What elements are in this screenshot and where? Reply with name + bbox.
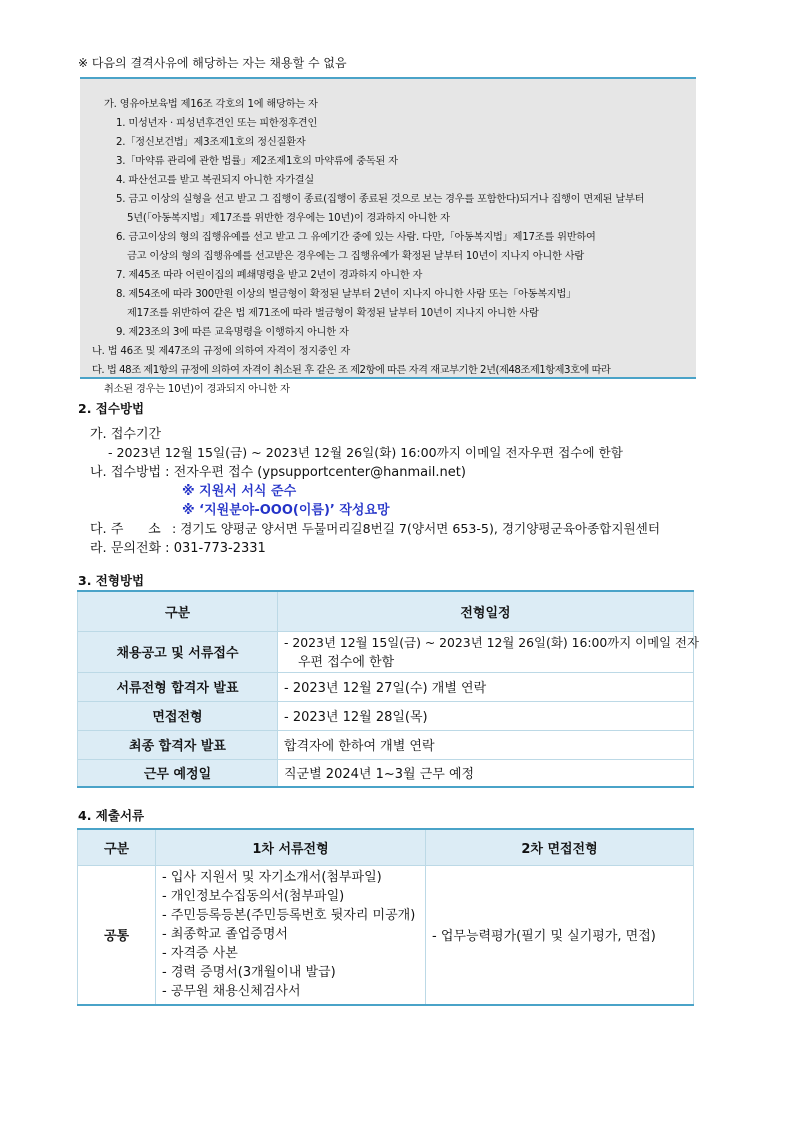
disqualification-line: 나. 법 46조 및 제47조의 규정에 의하여 자격이 정지중인 자: [92, 346, 350, 357]
document-item: - 개인정보수집동의서(첨부파일): [162, 889, 345, 905]
period-label: 가. 접수기간: [90, 427, 162, 442]
document-list: [162, 868, 419, 1001]
disqualification-line: 7. 제45조 따라 어린이집의 폐쇄명령을 받고 2년이 경과하지 아니한 자: [116, 270, 423, 281]
disqualification-line: 제17조를 위반하여 같은 법 제71조에 따라 벌금형이 확정된 날부터 10년이 지나지 아니한 사람: [127, 308, 539, 319]
row-label: 면접전형: [78, 701, 278, 730]
row-value: - 2023년 12월 27일(수) 개별 연락: [278, 672, 694, 701]
disqualification-line: 5. 금고 이상의 실형을 선고 받고 그 집행이 종료(집행이 종료된 것으로 보는 경우를 포함한다)되거나 집행이 면제된 날부터: [116, 194, 645, 205]
disqualification-line: 6. 금고이상의 형의 집행유예를 선고 받고 그 유예기간 중에 있는 사람. 다만,「아동복지법」제17조를 위반하여: [116, 232, 596, 243]
disqualification-line: 2.「정신보건법」제3조제1호의 정신질환자: [116, 137, 306, 148]
table-row: [78, 865, 694, 1005]
disqualification-line: 8. 제54조에 따라 300만원 이상의 벌금형이 확정된 날부터 2년이 지나지 아니한 사람 또는「아동복지법」: [116, 289, 577, 300]
document-list-cell: [156, 865, 426, 1005]
phone: 라. 문의전화 : 031-773-2331: [90, 541, 266, 556]
document-item: - 자격증 사본: [162, 946, 238, 962]
table-row: [78, 759, 694, 787]
section-4-title: 4. 제출서류: [78, 808, 145, 823]
table-row: [78, 701, 694, 730]
disqualification-line: 다. 법 48조 제1항의 규정에 의하여 자격이 취소된 후 같은 조 제2항에 따른 자격 재교부기한 2년(제48조제1항제3호에 따라: [92, 365, 611, 376]
document-item: - 최종학교 졸업증명서: [162, 927, 288, 943]
section-2-title: 2. 접수방법: [78, 401, 145, 416]
address-label: 다. 주 소: [90, 522, 161, 537]
table-row: [78, 631, 694, 672]
disqualification-line: 금고 이상의 형의 집행유예를 선고받은 경우에는 그 집행유예가 확정된 날부터 10년이 지나지 아니한 사람: [127, 251, 584, 262]
period-value: - 2023년 12월 15일(금) ~ 2023년 12월 26일(화) 16:00까지 이메일 전자우편 접수에 한함: [108, 445, 623, 460]
row-value: - 2023년 12월 28일(목): [278, 701, 694, 730]
disqualification-line: 취소된 경우는 10년)이 경과되지 아니한 자: [104, 384, 290, 395]
row-value-line: - 2023년 12월 15일(금) ~ 2023년 12월 26일(화) 16:00까지 이메일 전자: [284, 635, 699, 650]
row-value-line: 우편 접수에 한함: [298, 655, 395, 670]
column-header: 1차 서류전형: [156, 829, 426, 865]
table-header-row: [78, 829, 694, 865]
row-value: [278, 631, 699, 672]
document-item: - 경력 증명서(3개월이내 발급): [162, 965, 336, 981]
disqualification-line: 5년(「아동복지법」제17조를 위반한 경우에는 10년)이 경과하지 아니한 자: [127, 213, 450, 224]
row-value: 직군별 2024년 1~3월 근무 예정: [278, 759, 694, 787]
column-header: 구분: [78, 829, 156, 865]
disqualification-box: [80, 77, 696, 395]
table-row: [78, 730, 694, 759]
document-item: - 주민등록등본(주민등록번호 뒷자리 미공개): [162, 908, 416, 924]
notice-form: ※ 지원서 서식 준수: [182, 484, 297, 499]
method: 나. 접수방법 : 전자우편 접수 (ypsupportcenter@hanmail.net): [90, 465, 466, 480]
selection-schedule-table: [77, 590, 699, 788]
section-3-title: 3. 전형방법: [78, 573, 145, 588]
address-value: : 경기도 양평군 양서면 두물머리길8번길 7(양서면 653-5), 경기양평군육아종합지원센터: [172, 521, 661, 536]
row-label: 근무 예정일: [78, 759, 278, 787]
table-header-row: [78, 591, 694, 631]
row-value: 합격자에 한하여 개별 연락: [278, 730, 694, 759]
disqualification-line: 3.「마약류 관리에 관한 법률」제2조제1호의 마약류에 중독된 자: [116, 156, 398, 167]
row-label: 서류전형 합격자 발표: [78, 672, 278, 701]
document-item: - 입사 지원서 및 자기소개서(첨부파일): [162, 870, 382, 886]
required-documents-table: [77, 828, 694, 1006]
column-header: 전형일정: [278, 591, 694, 631]
disqualification-line: 9. 제23조의 3에 따른 교육명령을 이행하지 아니한 자: [116, 327, 349, 338]
disqualification-line: 4. 파산선고를 받고 복권되지 아니한 자가결실: [116, 175, 315, 186]
row-label: 공통: [78, 865, 156, 1005]
document-item: - 공무원 채용신체검사서: [162, 984, 301, 1000]
column-header: 구분: [78, 591, 278, 631]
row-label: 최종 합격자 발표: [78, 730, 278, 759]
disqualification-note: ※ 다음의 결격사유에 해당하는 자는 채용할 수 없음: [78, 56, 347, 70]
disqualification-line: 1. 미성년자 · 피성년후견인 또는 피한정후견인: [116, 118, 318, 129]
interview-item: - 업무능력평가(필기 및 실기평가, 면접): [426, 865, 694, 1005]
disqualification-line: 가. 영유아보육법 제16조 각호의 1에 해당하는 자: [104, 99, 318, 110]
row-label: 채용공고 및 서류접수: [78, 631, 278, 672]
notice-subject: ※ ‘지원분야-OOO(이름)’ 작성요망: [182, 503, 390, 518]
table-row: [78, 672, 694, 701]
column-header: 2차 면접전형: [426, 829, 694, 865]
